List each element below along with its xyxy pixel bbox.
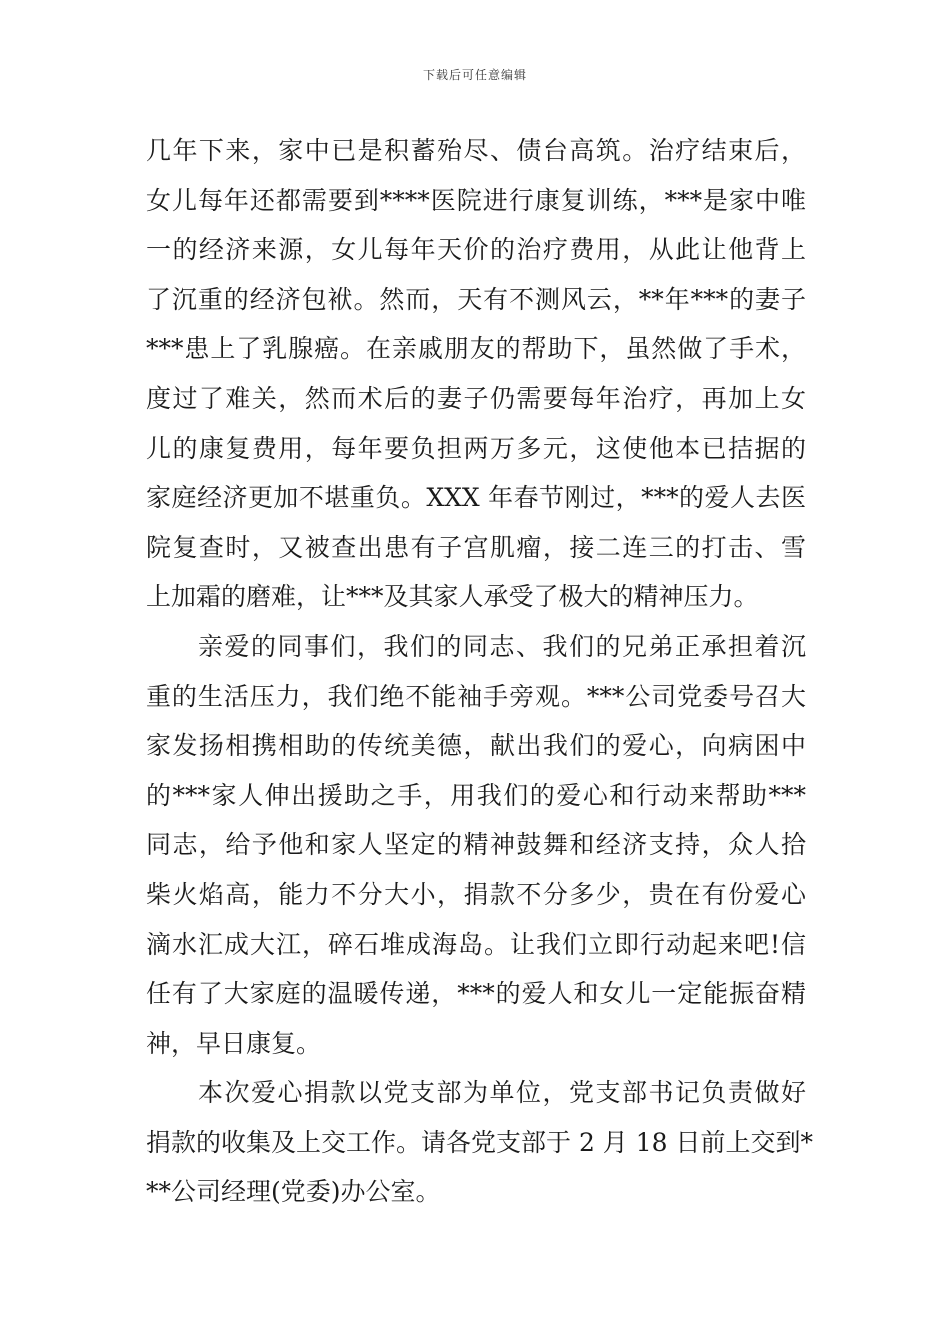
text-line: 上加霜的磨难，让***及其家人承受了极大的精神压力。 [146,582,759,612]
text-line: 了沉重的经济包袱。然而，天有不测风云，**年***的妻子 [146,284,806,314]
document-body [146,126,814,1217]
text-line: 柴火焰高，能力不分大小，捐款不分多少，贵在有份爱心 [146,879,806,909]
text-line: 几年下来，家中已是积蓄殆尽、债台高筑。治疗结束后， [146,136,806,165]
text-line: **公司经理(党委)办公室。 [146,1177,441,1207]
text-line: 的***家人伸出援助之手，用我们的爱心和行动来帮助*** [146,780,806,810]
text-line: 儿的康复费用，每年要负担两万多元，这使他本已拮据的 [146,433,806,463]
text-line: 神，早日康复。 [146,1028,322,1058]
paragraph-3 [146,1068,814,1217]
text-line: 滴水汇成大江，碎石堆成海岛。让我们立即行动起来吧!信 [146,929,806,959]
text-line: 捐款的收集及上交工作。请各党支部于 2 月 18 日前上交到* [146,1127,814,1157]
paragraph-2 [146,622,806,1068]
text-line: 女儿每年还都需要到****医院进行康复训练，***是家中唯 [146,185,806,215]
text-line: 家发扬相携相助的传统美德，献出我们的爱心，向病困中 [146,731,806,761]
text-line: 院复查时，又被查出患有子宫肌瘤，接二连三的打击、雪 [146,532,806,562]
text-line: 重的生活压力，我们绝不能袖手旁观。***公司党委号召大 [146,681,806,711]
text-line: 一的经济来源，女儿每年天价的治疗费用，从此让他背上 [146,235,806,265]
text-line: 家庭经济更加不堪重负。XXX 年春节刚过，***的爱人去医 [146,483,806,513]
text-line: 任有了大家庭的温暖传递，***的爱人和女儿一定能振奋精 [146,979,806,1009]
text-line: 同志，给予他和家人坚定的精神鼓舞和经济支持，众人拾 [146,830,806,860]
text-line: 本次爱心捐款以党支部为单位，党支部书记负责做好 [198,1078,806,1108]
paragraph-1 [146,126,806,622]
text-line: ***患上了乳腺癌。在亲戚朋友的帮助下，虽然做了手术， [146,334,806,364]
page-header: 下载后可任意编辑 [422,68,527,82]
text-line: 度过了难关，然而术后的妻子仍需要每年治疗，再加上女 [146,383,806,413]
text-line: 亲爱的同事们，我们的同志、我们的兄弟正承担着沉 [198,631,806,661]
